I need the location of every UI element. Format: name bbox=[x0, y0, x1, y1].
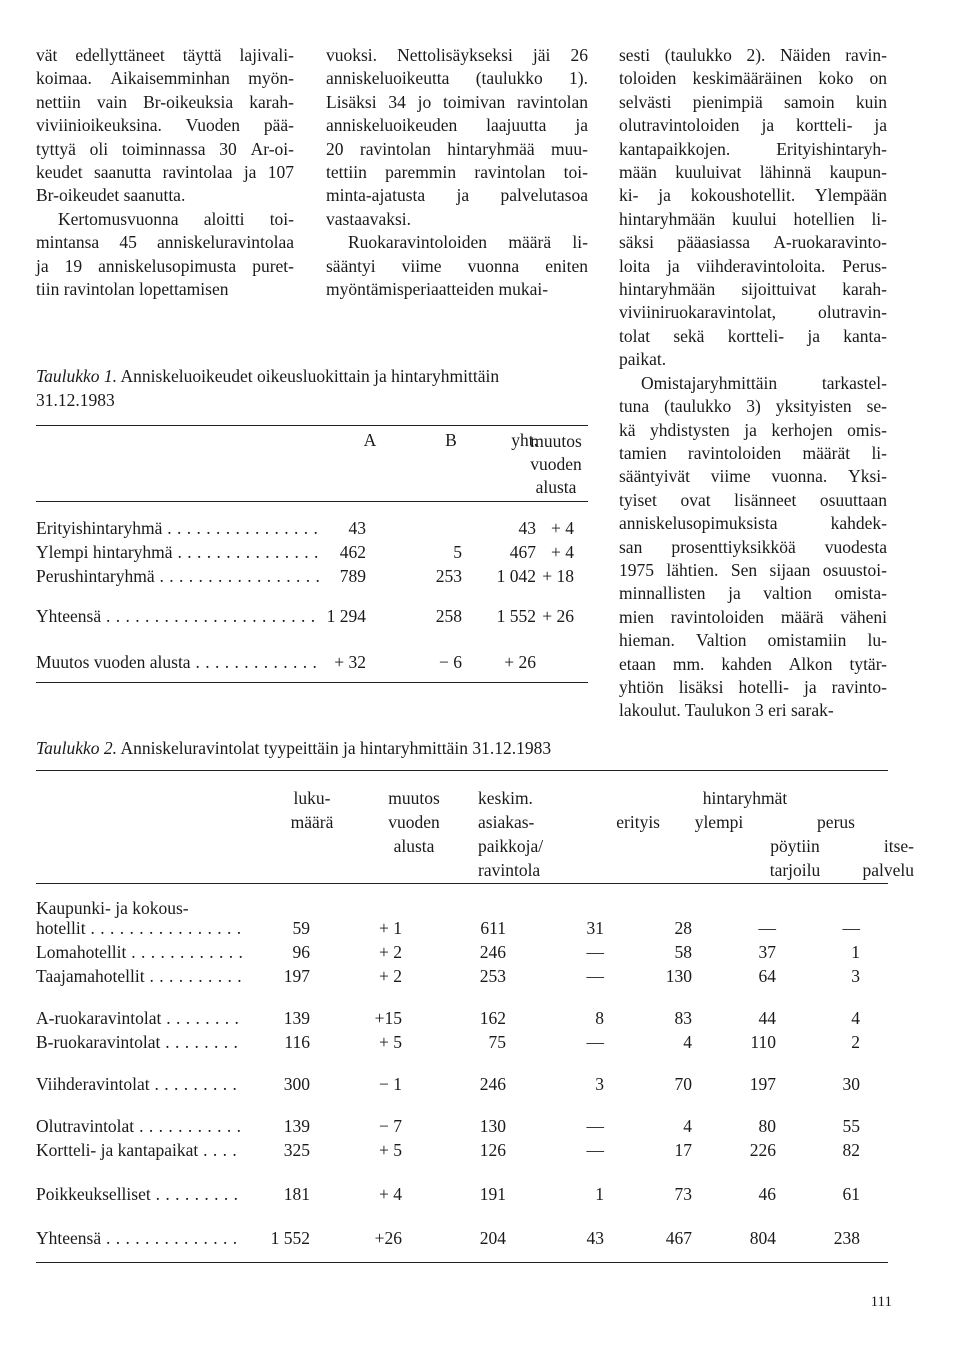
table2-cell-erityis: — bbox=[586, 966, 604, 986]
text-line: yhtiön lisäksi hotelli- ja ravinto- bbox=[619, 676, 887, 697]
text-line: minnallisten ja valtion omista- bbox=[619, 583, 887, 604]
table2-cell-luku: 96 bbox=[292, 942, 310, 962]
text-line: mintansa 45 anniskeluravintolaa bbox=[36, 232, 294, 253]
table1-cell-muutos: + 4 bbox=[551, 542, 574, 562]
text-line: ja 19 anniskelusopimusta puret- bbox=[36, 255, 294, 276]
text-line: mien ravintoloiden määrä väheni bbox=[619, 606, 887, 627]
table2-cell-luku: 300 bbox=[283, 1074, 310, 1094]
text-column-1 bbox=[36, 44, 294, 301]
table1-cell-b: − 6 bbox=[439, 652, 462, 672]
table2-cell-itse: 82 bbox=[842, 1140, 860, 1160]
text-line: nettiin vain Br-oikeuksia karah- bbox=[36, 91, 294, 112]
table2-header-poytiin: pöytiin tarjoilu bbox=[769, 836, 821, 880]
table2-row-label: hotellit . . . bbox=[36, 916, 242, 940]
text-line: sääntyivät viime vuonna. Yksi- bbox=[619, 466, 887, 487]
table1-date: 31.12.1983 bbox=[36, 390, 115, 410]
table2-cell-muutos: +26 bbox=[374, 1228, 402, 1248]
table1-cell-yht: 1 042 bbox=[496, 566, 536, 586]
text-line: selvästi pienimpiä samoin kuin bbox=[619, 91, 887, 112]
text-line: hieman. Valtion omistamiin lu- bbox=[619, 630, 887, 651]
table1-cell-a: + 32 bbox=[334, 652, 366, 672]
table2-cell-erityis: 8 bbox=[595, 1008, 604, 1028]
table2-cell-luku: 59 bbox=[292, 918, 310, 938]
table2-cell-muutos: + 2 bbox=[379, 966, 402, 986]
text-line: tamien ravintoloiden määrät li- bbox=[619, 442, 887, 463]
text-line: anniskeluoikeutta (taulukko 1). bbox=[326, 68, 588, 89]
table2-cell-erityis: 31 bbox=[586, 918, 604, 938]
table1-row bbox=[36, 516, 588, 540]
table2-header-erityis: erityis bbox=[616, 812, 660, 832]
table1-row-label: Muutos vuoden alusta . . . bbox=[36, 650, 321, 674]
table2-cell-poytiin: 44 bbox=[758, 1008, 776, 1028]
table2-cell-keskim: 126 bbox=[479, 1140, 506, 1160]
table2-header-itse: itse- palvelu bbox=[862, 836, 914, 880]
table2-row-label: A-ruokaravintolat . . . bbox=[36, 1006, 242, 1030]
table2-cell-poytiin: 226 bbox=[749, 1140, 776, 1160]
table2-cell-luku: 139 bbox=[283, 1008, 310, 1028]
text-line: loita ja viihderavintoloita. Perus- bbox=[619, 255, 887, 276]
table2-cell-keskim: 253 bbox=[479, 966, 506, 986]
text-line: Br-oikeudet saanutta. bbox=[36, 185, 186, 206]
table1-cell-a: 43 bbox=[348, 518, 366, 538]
table2-row bbox=[36, 1006, 888, 1030]
text-line: 20 ravintolan hintaryhmää muu- bbox=[326, 138, 588, 159]
table1-row-label: Perushintaryhmä . . . bbox=[36, 564, 321, 588]
text-line: Kertomusvuonna aloitti toi- bbox=[58, 208, 294, 229]
table2-cell-erityis: 3 bbox=[595, 1074, 604, 1094]
table2-row bbox=[36, 1114, 888, 1138]
text-line: sesti (taulukko 2). Näiden ravin- bbox=[619, 45, 887, 65]
table2-row-label: Viihderavintolat . . . bbox=[36, 1072, 242, 1096]
table2-cell-muutos: + 5 bbox=[379, 1140, 402, 1160]
text-line: kä yhdistysten ja kerhojen omis- bbox=[619, 419, 887, 440]
table2-bottom-rule bbox=[36, 1262, 888, 1263]
table2-cell-itse: 1 bbox=[851, 942, 860, 962]
table2-cell-muutos: + 4 bbox=[379, 1184, 402, 1204]
table1-cell-a: 789 bbox=[339, 566, 366, 586]
table2-row-label: Kortteli- ja kantapaikat . . . bbox=[36, 1138, 242, 1162]
text-line: anniskelusopimuksista kahdek- bbox=[619, 513, 887, 534]
table1-row bbox=[36, 650, 588, 674]
table1-top-rule bbox=[36, 425, 588, 426]
table2-cell-keskim: 130 bbox=[479, 1116, 506, 1136]
table2-cell-ylempi: 28 bbox=[674, 918, 692, 938]
table1-cell-b: 5 bbox=[453, 542, 462, 562]
table2-cell-itse: 2 bbox=[851, 1032, 860, 1052]
text-line: mään kuuluivat lähinnä kaupun- bbox=[619, 162, 887, 183]
table2-title: Anniskeluravintolat tyypeittäin ja hintaryhmittäin 31.12.1983 bbox=[120, 738, 552, 758]
table1-cell-yht: 43 bbox=[518, 518, 536, 538]
text-line: tolat sekä kortteli- ja kanta- bbox=[619, 325, 887, 346]
table2-cell-luku: 116 bbox=[284, 1032, 310, 1052]
text-line: olutravintoloiden ja kortteli- ja bbox=[619, 115, 887, 136]
table2-cell-erityis: 1 bbox=[595, 1184, 604, 1204]
table2-cell-erityis: — bbox=[586, 1140, 604, 1160]
text-line: kantapaikkojen. Erityishintaryh- bbox=[619, 138, 887, 159]
table2-cell-luku: 197 bbox=[283, 966, 310, 986]
table1-bottom-rule bbox=[36, 682, 588, 683]
table2-cell-ylempi: 467 bbox=[665, 1228, 692, 1248]
table2-cell-poytiin: 804 bbox=[749, 1228, 776, 1248]
table2-row-label: Yhteensä . . . bbox=[36, 1226, 242, 1250]
text-column-3 bbox=[619, 44, 887, 723]
table2-cell-poytiin: 110 bbox=[750, 1032, 776, 1052]
table2-cell-itse: 55 bbox=[842, 1116, 860, 1136]
text-line: hintaryhmään kuului hotellien li- bbox=[619, 208, 887, 229]
table2-cell-ylempi: 4 bbox=[683, 1032, 692, 1052]
table2-row bbox=[36, 1226, 888, 1250]
text-line: anniskeluoikeuden laajuutta ja bbox=[326, 115, 588, 136]
text-line: vät edellyttäneet täyttä lajivali- bbox=[36, 45, 294, 65]
table2-row bbox=[36, 964, 888, 988]
text-line: ki- ja kokoushotellit. Ylempään bbox=[619, 185, 887, 206]
text-line: hintaryhmään sijoittuivat karah- bbox=[619, 279, 887, 300]
page-number: 111 bbox=[870, 1294, 892, 1310]
text-line: Ruokaravintoloiden määrä li- bbox=[348, 232, 588, 253]
table1-cell-muutos: + 4 bbox=[551, 518, 574, 538]
table2-cell-ylempi: 58 bbox=[674, 942, 692, 962]
table2-cell-poytiin: 37 bbox=[758, 942, 776, 962]
table2-label: Taulukko 2. bbox=[36, 738, 118, 758]
text-column-2 bbox=[326, 44, 588, 301]
table2-header-rule bbox=[36, 883, 888, 884]
text-line: keudet saanutta ravintolaa ja 107 bbox=[36, 162, 294, 183]
table1-cell-muutos: + 18 bbox=[542, 566, 574, 586]
text-line: sääntyi viime vuonna eniten bbox=[326, 255, 588, 276]
table2-cell-luku: 181 bbox=[283, 1184, 310, 1204]
text-line: tettiin paremmin ravintolan toi- bbox=[326, 162, 588, 183]
table2-cell-muutos: +15 bbox=[374, 1008, 402, 1028]
table2-cell-itse: 3 bbox=[851, 966, 860, 986]
table2-cell-keskim: 75 bbox=[488, 1032, 506, 1052]
table2-caption bbox=[36, 736, 888, 760]
text-line: säksi pääasiassa A-ruokaravinto- bbox=[619, 232, 887, 253]
table1-header-rule bbox=[36, 501, 588, 502]
table2-row bbox=[36, 916, 888, 940]
table2-cell-keskim: 191 bbox=[479, 1184, 506, 1204]
table2-cell-itse: 238 bbox=[833, 1228, 860, 1248]
table2-cell-ylempi: 83 bbox=[674, 1008, 692, 1028]
table2-row-label: Lomahotellit . . . bbox=[36, 940, 242, 964]
table2-cell-erityis: 43 bbox=[586, 1228, 604, 1248]
table2-cell-keskim: 162 bbox=[479, 1008, 506, 1028]
table2-cell-luku: 139 bbox=[283, 1116, 310, 1136]
table2-row-label: Taajamahotellit . . . bbox=[36, 964, 242, 988]
text-line: koimaa. Aikaisemminhan myön- bbox=[36, 68, 294, 89]
table1-cell-yht: 467 bbox=[509, 542, 536, 562]
text-line: vuoksi. Nettolisäykseksi jäi 26 bbox=[326, 45, 588, 65]
table2-cell-poytiin: 197 bbox=[749, 1074, 776, 1094]
table2-cell-erityis: — bbox=[586, 1116, 604, 1136]
text-line: lakoulut. Taulukon 3 eri sarak- bbox=[619, 700, 834, 721]
table2-cell-muutos: + 5 bbox=[379, 1032, 402, 1052]
text-line: viviiniruokaravintolat, olutravin- bbox=[619, 302, 887, 323]
table2-cell-poytiin: 64 bbox=[758, 966, 776, 986]
table2-cell-keskim: 246 bbox=[479, 1074, 506, 1094]
table1-row bbox=[36, 564, 588, 588]
table2-cell-itse: 4 bbox=[851, 1008, 860, 1028]
text-line: tyttyä oli toiminnassa 30 Ar-oi- bbox=[36, 138, 294, 159]
table2-header-lukumaara: luku- määrä bbox=[290, 788, 334, 832]
table1-cell-muutos: + 26 bbox=[542, 606, 574, 626]
table2-cell-muutos: + 2 bbox=[379, 942, 402, 962]
table2-row-label: Olutravintolat . . . bbox=[36, 1114, 242, 1138]
text-line: Lisäksi 34 jo toimivan ravintolan bbox=[326, 91, 588, 112]
table1-cell-a: 1 294 bbox=[326, 606, 366, 626]
table2-cell-keskim: 246 bbox=[479, 942, 506, 962]
table2-cell-ylempi: 70 bbox=[674, 1074, 692, 1094]
table2-cell-poytiin: — bbox=[758, 918, 776, 938]
table2-cell-keskim: 204 bbox=[479, 1228, 506, 1248]
table1-row-label: Erityishintaryhmä . . . bbox=[36, 516, 321, 540]
table2-cell-ylempi: 73 bbox=[674, 1184, 692, 1204]
table2-cell-muutos: − 7 bbox=[379, 1116, 402, 1136]
table2-cell-luku: 1 552 bbox=[270, 1228, 310, 1248]
table2-row bbox=[36, 1072, 888, 1096]
table2-header-ylempi: ylempi bbox=[694, 812, 744, 832]
table2-header-hintaryhmat: hintaryhmät bbox=[702, 788, 788, 808]
table2-cell-luku: 325 bbox=[283, 1140, 310, 1160]
text-line: myöntämisperiaatteiden mukai- bbox=[326, 279, 549, 300]
text-line: san prosenttiyksikköä vuodesta bbox=[619, 536, 887, 557]
table2-cell-ylempi: 4 bbox=[683, 1116, 692, 1136]
table2-cell-itse: 30 bbox=[842, 1074, 860, 1094]
table2-row-label: Poikkeukselliset . . . bbox=[36, 1182, 242, 1206]
text-line: vastaavaksi. bbox=[326, 208, 412, 229]
table1-title: Anniskeluoikeudet oikeusluokittain ja hintaryhmittäin bbox=[120, 366, 500, 386]
table2-cell-itse: — bbox=[842, 918, 860, 938]
table1-cell-a: 462 bbox=[339, 542, 366, 562]
table2-group-label: Kaupunki- ja kokous- bbox=[36, 898, 189, 918]
table1-label: Taulukko 1. bbox=[36, 366, 118, 386]
text-line: minta-ajatusta ja palvelutasoa bbox=[326, 185, 588, 206]
table2-row bbox=[36, 1182, 888, 1206]
text-line: tiin ravintolan lopettamisen bbox=[36, 279, 229, 300]
table2-cell-ylempi: 130 bbox=[665, 966, 692, 986]
table2-cell-muutos: + 1 bbox=[379, 918, 402, 938]
table2-row bbox=[36, 940, 888, 964]
table1-row bbox=[36, 540, 588, 564]
table2-cell-ylempi: 17 bbox=[674, 1140, 692, 1160]
table2-row bbox=[36, 1138, 888, 1162]
text-line: viviinioikeuksina. Vuoden pää- bbox=[36, 115, 294, 136]
table2-top-rule bbox=[36, 770, 888, 771]
text-line: 1975 lähtien. Sen sijaan osuustoi- bbox=[619, 559, 887, 580]
table2-row-label: B-ruokaravintolat . . . bbox=[36, 1030, 242, 1054]
table2-header-perus: perus bbox=[817, 812, 855, 832]
table1-row-label: Yhteensä . . . bbox=[36, 604, 321, 628]
table2-cell-erityis: — bbox=[586, 1032, 604, 1052]
table1-cell-yht: + 26 bbox=[504, 652, 536, 672]
table2-cell-keskim: 611 bbox=[480, 918, 506, 938]
table2-cell-poytiin: 80 bbox=[758, 1116, 776, 1136]
table2-cell-itse: 61 bbox=[842, 1184, 860, 1204]
table1-cell-b: 253 bbox=[435, 566, 462, 586]
text-line: Omistajaryhmittäin tarkastel- bbox=[641, 372, 887, 393]
table1-cell-b: 258 bbox=[435, 606, 462, 626]
table2-cell-muutos: − 1 bbox=[379, 1074, 402, 1094]
text-line: paikat. bbox=[619, 349, 667, 370]
text-line: tyiset ovat lisänneet osuuttaan bbox=[619, 489, 887, 510]
table2-cell-erityis: — bbox=[586, 942, 604, 962]
table1-header-yht: yht. bbox=[511, 430, 538, 450]
table2-cell-poytiin: 46 bbox=[758, 1184, 776, 1204]
table2-header-muutos: muutos vuoden alusta bbox=[388, 788, 440, 856]
table1-cell-yht: 1 552 bbox=[496, 606, 536, 626]
text-line: etaan mm. kahden Alkon tytär- bbox=[619, 653, 887, 674]
table1-caption bbox=[36, 364, 596, 412]
text-line: toloiden keskimääräinen koko on bbox=[619, 68, 887, 89]
table1-header-a: A bbox=[363, 430, 377, 450]
table1-header-b: B bbox=[445, 430, 457, 450]
table1-header-muutos: muutos vuoden alusta bbox=[530, 431, 582, 497]
table2-header-keskim: keskim. asiakas- paikkoja/ ravintola bbox=[478, 788, 544, 880]
table1-row bbox=[36, 604, 588, 628]
text-line: tuna (taulukko 3) yksityisten se- bbox=[619, 396, 887, 417]
table1-row-label: Ylempi hintaryhmä . . . bbox=[36, 540, 321, 564]
table2-row bbox=[36, 1030, 888, 1054]
